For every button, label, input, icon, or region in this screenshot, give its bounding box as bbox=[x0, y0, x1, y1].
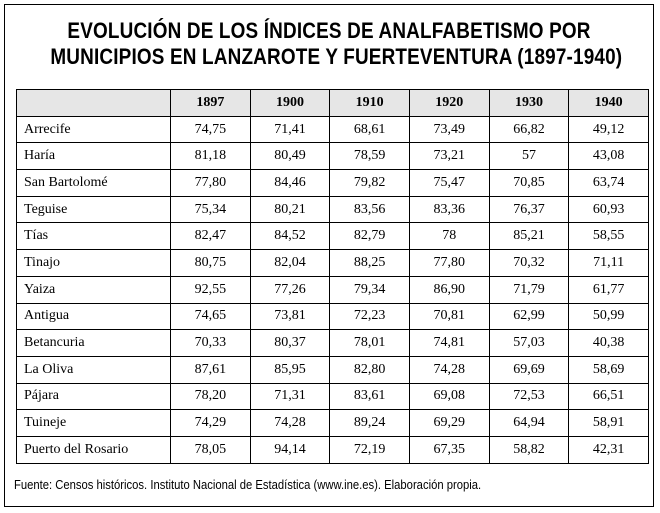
table-cell: 76,37 bbox=[489, 196, 569, 223]
municipio-name: Tinajo bbox=[17, 250, 171, 277]
table-cell: 74,28 bbox=[250, 410, 330, 437]
table-cell: 49,12 bbox=[569, 116, 649, 143]
table-cell: 72,19 bbox=[330, 436, 410, 463]
table-cell: 87,61 bbox=[171, 356, 251, 383]
table-cell: 70,85 bbox=[489, 170, 569, 197]
table-cell: 64,94 bbox=[489, 410, 569, 437]
table-cell: 58,82 bbox=[489, 436, 569, 463]
header-cell-municipio bbox=[17, 90, 171, 117]
table-cell: 78,59 bbox=[330, 143, 410, 170]
header-cell-year: 1920 bbox=[409, 90, 489, 117]
table-cell: 74,81 bbox=[409, 330, 489, 357]
table-cell: 74,75 bbox=[171, 116, 251, 143]
table-cell: 80,75 bbox=[171, 250, 251, 277]
table-cell: 82,04 bbox=[250, 250, 330, 277]
table-cell: 78,05 bbox=[171, 436, 251, 463]
table-cell: 68,61 bbox=[330, 116, 410, 143]
header-row bbox=[17, 90, 649, 117]
table-cell: 85,95 bbox=[250, 356, 330, 383]
table-row bbox=[17, 276, 649, 303]
table-cell: 78 bbox=[409, 223, 489, 250]
table-cell: 69,69 bbox=[489, 356, 569, 383]
table-cell: 81,18 bbox=[171, 143, 251, 170]
table-cell: 73,81 bbox=[250, 303, 330, 330]
municipio-name: La Oliva bbox=[17, 356, 171, 383]
table-cell: 86,90 bbox=[409, 276, 489, 303]
table-cell: 70,33 bbox=[171, 330, 251, 357]
table-row bbox=[17, 223, 649, 250]
table-cell: 66,51 bbox=[569, 383, 649, 410]
table-cell: 77,80 bbox=[171, 170, 251, 197]
municipio-name: Teguise bbox=[17, 196, 171, 223]
table-cell: 79,34 bbox=[330, 276, 410, 303]
table-row bbox=[17, 196, 649, 223]
table-cell: 43,08 bbox=[569, 143, 649, 170]
table-cell: 80,49 bbox=[250, 143, 330, 170]
title-line-2: MUNICIPIOS EN LANZAROTE Y FUERTEVENTURA (1897-1940) bbox=[50, 44, 623, 69]
table-row bbox=[17, 170, 649, 197]
municipio-name: San Bartolomé bbox=[17, 170, 171, 197]
table-cell: 71,11 bbox=[569, 250, 649, 277]
table-row bbox=[17, 383, 649, 410]
table-row bbox=[17, 356, 649, 383]
table-cell: 83,61 bbox=[330, 383, 410, 410]
table-cell: 62,99 bbox=[489, 303, 569, 330]
table-row bbox=[17, 116, 649, 143]
table-cell: 74,65 bbox=[171, 303, 251, 330]
header-cell-year: 1940 bbox=[569, 90, 649, 117]
table-row bbox=[17, 303, 649, 330]
table-cell: 74,28 bbox=[409, 356, 489, 383]
municipio-name: Arrecife bbox=[17, 116, 171, 143]
municipio-name: Puerto del Rosario bbox=[17, 436, 171, 463]
table-cell: 77,26 bbox=[250, 276, 330, 303]
header-cell-year: 1930 bbox=[489, 90, 569, 117]
table-frame bbox=[4, 4, 654, 507]
table-cell: 50,99 bbox=[569, 303, 649, 330]
table-cell: 72,53 bbox=[489, 383, 569, 410]
table-cell: 71,79 bbox=[489, 276, 569, 303]
source-note: Fuente: Censos históricos. Instituto Nacional de Estadística (www.ine.es). Elaboración propia. bbox=[14, 478, 482, 492]
table-cell: 83,56 bbox=[330, 196, 410, 223]
table-row bbox=[17, 330, 649, 357]
table-cell: 63,74 bbox=[569, 170, 649, 197]
table-cell: 75,34 bbox=[171, 196, 251, 223]
table-cell: 71,41 bbox=[250, 116, 330, 143]
table-cell: 67,35 bbox=[409, 436, 489, 463]
table-cell: 57 bbox=[489, 143, 569, 170]
table-cell: 58,55 bbox=[569, 223, 649, 250]
municipio-name: Yaiza bbox=[17, 276, 171, 303]
table-cell: 60,93 bbox=[569, 196, 649, 223]
municipio-name: Tuineje bbox=[17, 410, 171, 437]
municipio-name: Betancuria bbox=[17, 330, 171, 357]
table-cell: 80,21 bbox=[250, 196, 330, 223]
table-cell: 61,77 bbox=[569, 276, 649, 303]
table-cell: 88,25 bbox=[330, 250, 410, 277]
table-cell: 58,91 bbox=[569, 410, 649, 437]
table-cell: 70,32 bbox=[489, 250, 569, 277]
table-cell: 92,55 bbox=[171, 276, 251, 303]
header-cell-year: 1910 bbox=[330, 90, 410, 117]
table-cell: 94,14 bbox=[250, 436, 330, 463]
table-cell: 83,36 bbox=[409, 196, 489, 223]
table-cell: 69,08 bbox=[409, 383, 489, 410]
table-row bbox=[17, 250, 649, 277]
page-title bbox=[50, 18, 623, 70]
table-cell: 82,79 bbox=[330, 223, 410, 250]
table-cell: 75,47 bbox=[409, 170, 489, 197]
table-cell: 40,38 bbox=[569, 330, 649, 357]
data-table bbox=[16, 89, 649, 464]
table-cell: 85,21 bbox=[489, 223, 569, 250]
table-cell: 57,03 bbox=[489, 330, 569, 357]
table-cell: 78,01 bbox=[330, 330, 410, 357]
table-cell: 89,24 bbox=[330, 410, 410, 437]
table-row bbox=[17, 436, 649, 463]
table-cell: 73,21 bbox=[409, 143, 489, 170]
municipio-name: Tías bbox=[17, 223, 171, 250]
municipio-name: Haría bbox=[17, 143, 171, 170]
table-cell: 71,31 bbox=[250, 383, 330, 410]
table-cell: 84,46 bbox=[250, 170, 330, 197]
table-row bbox=[17, 410, 649, 437]
table-cell: 73,49 bbox=[409, 116, 489, 143]
municipio-name: Pájara bbox=[17, 383, 171, 410]
municipio-name: Antigua bbox=[17, 303, 171, 330]
header-cell-year: 1900 bbox=[250, 90, 330, 117]
table-cell: 58,69 bbox=[569, 356, 649, 383]
header-cell-year: 1897 bbox=[171, 90, 251, 117]
table-cell: 70,81 bbox=[409, 303, 489, 330]
table-body bbox=[17, 116, 649, 463]
table-cell: 82,80 bbox=[330, 356, 410, 383]
table-cell: 69,29 bbox=[409, 410, 489, 437]
table-cell: 80,37 bbox=[250, 330, 330, 357]
table-cell: 79,82 bbox=[330, 170, 410, 197]
table-cell: 72,23 bbox=[330, 303, 410, 330]
title-line-1: EVOLUCIÓN DE LOS ÍNDICES DE ANALFABETISMO POR bbox=[67, 18, 591, 43]
table-cell: 77,80 bbox=[409, 250, 489, 277]
table-row bbox=[17, 143, 649, 170]
table-header bbox=[17, 90, 649, 117]
table-cell: 82,47 bbox=[171, 223, 251, 250]
table-cell: 84,52 bbox=[250, 223, 330, 250]
table-cell: 66,82 bbox=[489, 116, 569, 143]
table-cell: 78,20 bbox=[171, 383, 251, 410]
table-cell: 74,29 bbox=[171, 410, 251, 437]
table-cell: 42,31 bbox=[569, 436, 649, 463]
